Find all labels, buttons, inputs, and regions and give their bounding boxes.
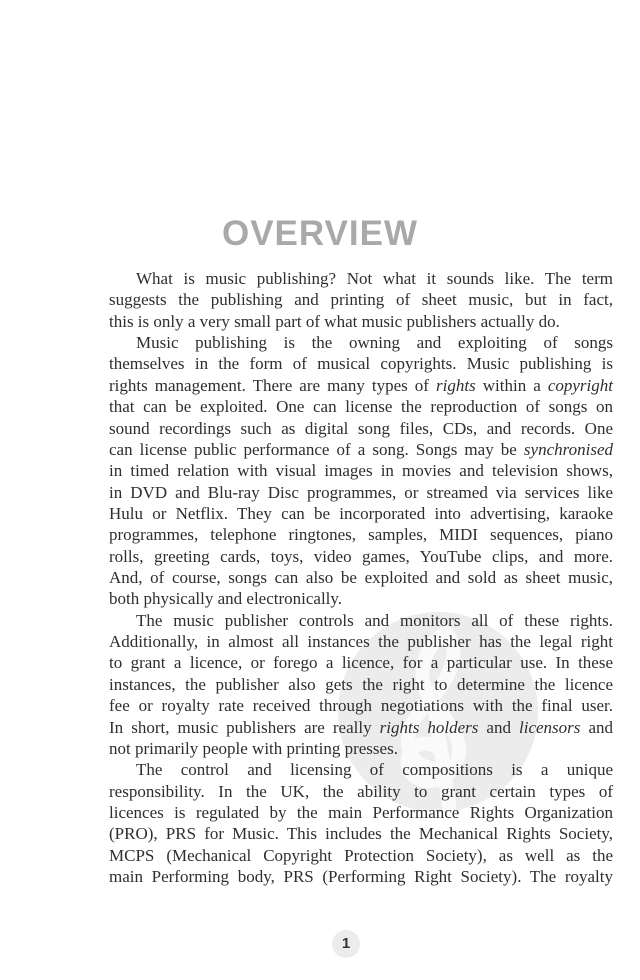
page-number: 1 (332, 930, 360, 958)
text-segment: sound recordings such as digital song files, CDs, and records. One (109, 418, 613, 438)
text-line (109, 781, 613, 802)
text-segment: programmes, telephone ringtones, samples, MIDI sequences, piano (109, 525, 613, 545)
italic-text: rights holders (379, 717, 479, 737)
text-segment: responsibility. In the UK, the ability to grant certain types of (109, 781, 613, 801)
italic-text: synchronised (523, 439, 613, 459)
text-segment: this is only a very small part of what music publishers actually do. (109, 311, 560, 331)
text-line (109, 332, 613, 353)
text-segment: that can be exploited. One can license the reproduction of songs on (109, 397, 613, 417)
text-line (109, 802, 613, 823)
text-segment: instances, the publisher also gets the right to determine the licence (109, 674, 613, 694)
paragraph (109, 759, 613, 887)
text-segment: in timed relation with visual images in movies and television shows, (109, 461, 613, 481)
text-line (109, 652, 613, 673)
text-segment: In short, music publishers are really (109, 717, 380, 737)
text-segment: within a (475, 375, 548, 395)
text-line (109, 631, 613, 652)
text-segment: not primarily people with printing presses. (109, 738, 398, 758)
text-segment: rolls, greeting cards, toys, video games, YouTube clips, and more. (109, 546, 613, 566)
text-line (109, 823, 613, 844)
text-line (109, 396, 613, 417)
text-segment: to grant a licence, or forego a licence, for a particular use. In these (109, 653, 613, 673)
text-segment: Music publishing is the owning and exploiting of songs (136, 333, 613, 353)
text-line (109, 845, 613, 866)
paragraph (109, 610, 613, 760)
text-line (109, 567, 613, 588)
text-line (109, 375, 613, 396)
italic-text: rights (436, 375, 476, 395)
text-line (109, 674, 613, 695)
text-segment: Additionally, in almost all instances the publisher has the legal right (109, 632, 613, 652)
text-line (109, 588, 613, 609)
text-segment: both physically and electronically. (109, 589, 343, 609)
text-segment: The music publisher controls and monitors all of these rights. (136, 610, 613, 630)
italic-text: copyright (547, 375, 613, 395)
text-segment: licences is regulated by the main Performance Rights Organization (109, 802, 613, 822)
text-segment: suggests the publishing and printing of sheet music, but in fact, (109, 290, 613, 310)
text-line (109, 610, 613, 631)
text-segment: And, of course, songs can also be exploited and sold as sheet music, (109, 568, 613, 588)
paragraph (109, 332, 613, 610)
text-segment: rights management. There are many types of (109, 375, 437, 395)
text-line (109, 759, 613, 780)
text-line (109, 524, 613, 545)
text-line (109, 353, 613, 374)
text-segment: themselves in the form of musical copyrights. Music publishing is (109, 354, 613, 374)
text-line (109, 439, 613, 460)
text-segment: What is music publishing? Not what it sounds like. The term (136, 269, 613, 288)
text-line (109, 866, 613, 887)
text-line (109, 546, 613, 567)
italic-text: licensors (519, 717, 581, 737)
text-segment: fee or royalty rate received through negotiations with the final user. (109, 696, 613, 716)
text-line (109, 311, 613, 332)
text-line (109, 460, 613, 481)
text-line (109, 695, 613, 716)
text-line (109, 418, 613, 439)
chapter-title: OVERVIEW (221, 214, 418, 253)
text-segment: MCPS (Mechanical Copyright Protection Society), as well as the (109, 845, 613, 865)
text-line (109, 289, 613, 310)
text-segment: Hulu or Netflix. They can be incorporated into advertising, karaoke (109, 503, 613, 523)
text-segment: main Performing body, PRS (Performing Right Society). The royalty (109, 867, 613, 887)
text-line (109, 738, 613, 759)
text-line (109, 268, 613, 289)
text-segment: and (580, 717, 613, 737)
text-segment: can license public performance of a song. Songs may be (109, 439, 524, 459)
text-line (109, 503, 613, 524)
text-line (109, 482, 613, 503)
text-segment: The control and licensing of compositions is a unique (136, 760, 613, 780)
text-segment: in DVD and Blu-ray Disc programmes, or streamed via services like (109, 482, 613, 502)
body-text (109, 268, 613, 887)
paragraph (109, 268, 613, 332)
text-line (109, 717, 613, 738)
text-segment: (PRO), PRS for Music. This includes the Mechanical Rights Society, (109, 824, 613, 844)
text-segment: and (478, 717, 520, 737)
